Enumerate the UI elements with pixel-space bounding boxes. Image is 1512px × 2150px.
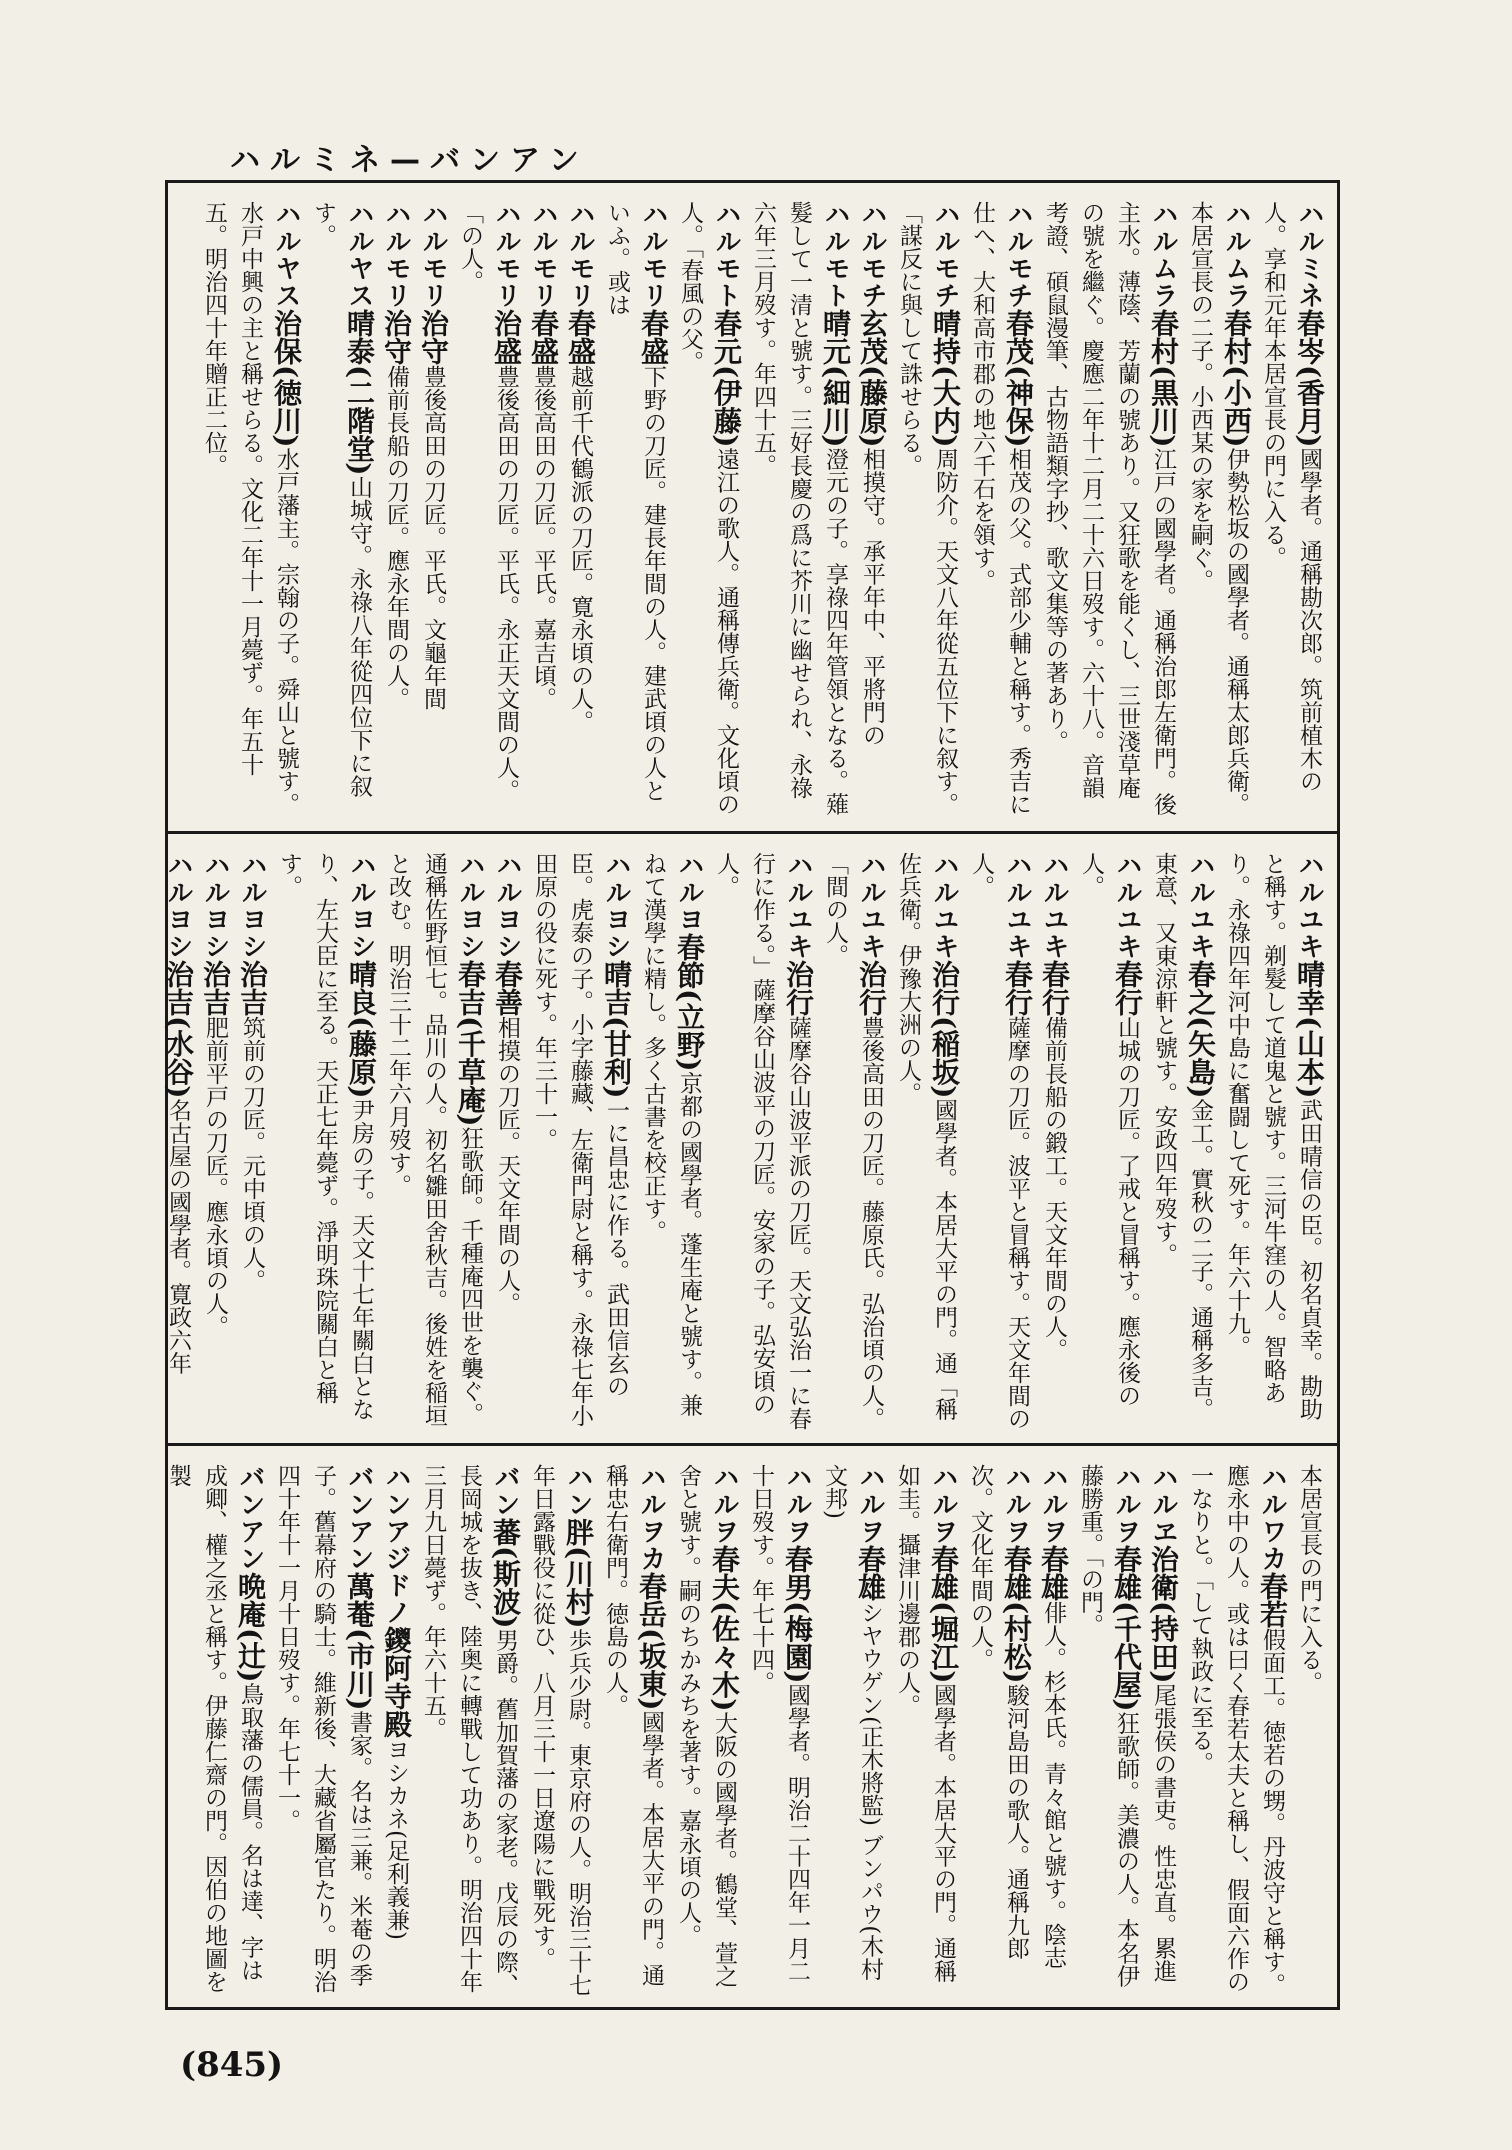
entry-headword: ハルヨシ: [492, 852, 522, 960]
dictionary-entry: [1146, 852, 1218, 1433]
entry-headword: ハルワカ: [1257, 1464, 1287, 1572]
dictionary-entry: [1035, 1464, 1071, 1997]
entry-headword: ハルモリ: [381, 201, 411, 309]
entry-name: 治盛: [490, 309, 523, 365]
entry-description: 豊後高田の刀匠。平氏。嘉吉頃。: [530, 365, 556, 710]
entry-headword: ハルヲ: [1001, 1464, 1031, 1545]
entry-description: 男爵。舊加賀藩の家老。戊辰の際、長岡城を抜き、陸奥に轉戰して功あり。明治四十年三月九日薨ず。年六十五。: [420, 1464, 518, 1997]
dictionary-entry: [269, 1464, 377, 1997]
entry-headword: ハルユキ: [1039, 852, 1069, 960]
entry-description: 本居宣長の門に入る。: [1296, 1464, 1322, 1694]
entry-headword: バンアン: [235, 1464, 265, 1572]
dictionary-entry: [597, 1464, 669, 1997]
entry-description: 山城の刀匠。了戒と冒稱す。應永後の人。: [1078, 852, 1140, 1407]
dictionary-entry: [1145, 1464, 1181, 1997]
entry-block-middle: [162, 831, 1337, 1443]
entry-description: 假面工。徳若の甥。丹波守と稱す。應永中の人。或は曰く春若太夫と稱し、假面六作の一なりと。「して執政に至る。: [1187, 1464, 1285, 1996]
entry-name: 春男(梅園): [781, 1545, 814, 1684]
entry-name: 春盛: [637, 309, 670, 365]
entry-headword: バンアン: [344, 1464, 374, 1572]
entry-description: 伊勢松坂の國學者。通稱太郎兵衛。本居宣長の二子。小西某の家を嗣ぐ。: [1187, 201, 1249, 816]
entry-headword: ハルヲ: [855, 1464, 885, 1545]
dictionary-entry: [670, 1464, 742, 1997]
dictionary-entry: [1182, 1464, 1290, 1997]
dictionary-entry: [234, 852, 270, 1433]
dictionary-entry: [816, 1464, 888, 1997]
entry-headword: ハルユキ: [929, 852, 959, 960]
dictionary-entry: [1182, 201, 1254, 821]
entry-name: 治吉: [199, 960, 232, 1016]
dictionary-entry: [524, 1464, 596, 1997]
entry-description: 駿河島田の歌人。通稱九郎次。文化年間の人。: [967, 1464, 1029, 1960]
entry-headword: ハルヲ: [1038, 1464, 1068, 1545]
entry-description: 金工。實秋の二子。通稱多吉。東意、又東涼軒と號す。安政四年歿す。: [1151, 852, 1213, 1421]
entry-name: 春行: [1038, 960, 1071, 1016]
entry-name: 春岑(香月): [1293, 309, 1326, 448]
entry-name: 春村(小西): [1220, 309, 1253, 448]
entry-headword: ハルモチ: [930, 201, 960, 309]
entry-description: 狂歌師。千種庵四世を襲ぐ。通稱佐野恒七。品川の人。初名雛田舍秋吉。後姓を稲垣と改む。明治三十二年六月歿す。: [385, 852, 483, 1427]
entry-headword: ハルヨシ: [163, 852, 193, 960]
entry-name: 春夫(佐々木): [708, 1545, 741, 1712]
entry-headword: ハルモリ: [491, 201, 521, 309]
entry-name: 春若: [1256, 1572, 1289, 1628]
entry-description: 大阪の國學者。鶴堂、萱之舍と號す。嗣のちかみちを著す。嘉永頃の人。: [675, 1464, 737, 1988]
entry-description: 一に昌忠に作る。武田信玄の臣。虎泰の子。小字藤藏、左衛門尉と稱す。永祿七年小田原の役に死す。年三十一。: [531, 852, 629, 1427]
dictionary-entry: [160, 852, 196, 1433]
dictionary-entry: [962, 1464, 1034, 1997]
entry-name: 治守: [380, 309, 413, 365]
dictionary-entry: [415, 201, 451, 821]
entry-description: 武田晴信の臣。初名貞幸。勘助と稱す。剃髮して道鬼と號す。三河牛窪の人。智略あり。永祿四年河中島に奮闘して死す。年六十九。: [1224, 852, 1322, 1421]
dictionary-entry: [1072, 1464, 1144, 1997]
entry-description: 國學者。明治二十四年一月二十日歿す。年七十四。: [748, 1464, 810, 1983]
entry-description: 豊後高田の刀匠。平氏。永正天文間の人。「の人。: [457, 201, 519, 802]
entry-name: 胖(川村): [562, 1518, 595, 1629]
entry-name: 春村(黒川): [1147, 309, 1180, 448]
entry-description: 水戸藩主。宗翰の子。舜山と號す。水戸中興の主と稱せらる。文化二年十一月薨ず。年五十五。明治四十年贈正二位。: [201, 201, 299, 816]
entry-name: 晴吉(甘利): [600, 960, 633, 1099]
dictionary-entry: [378, 1464, 414, 1997]
dictionary-entry: [271, 852, 379, 1433]
dictionary-entry: [1219, 852, 1327, 1433]
entry-description: 書家。名は三兼。米菴の季子。舊幕府の騎士。維新後、大藏省屬官たり。明治四十年十一月十日歿す。年七十一。: [274, 1464, 372, 1993]
entry-name: 鑁阿寺殿: [380, 1626, 413, 1738]
entry-name: 玄茂(藤原): [856, 309, 889, 448]
entry-headword: ハルモリ: [565, 201, 595, 309]
entry-name: 春茂(神保): [1002, 309, 1035, 448]
entry-headword: ハルモリ: [528, 201, 558, 309]
entry-name: 晴元(細川): [819, 309, 852, 448]
entry-headword: ハルヨシ: [237, 852, 267, 960]
entry-headword: ハルヨ: [674, 852, 704, 933]
entry-headword: ハルユキ: [856, 852, 886, 960]
entry-description: 江戸の國學者。通稱治郎左衛門。後主水。薄蔭、芳蘭の號あり。又狂歌を能くし、三世淺草庵の號を繼ぐ。慶應二年十二月二十六日歿す。六十八。音韻考證、碩鼠漫筆、古物語類字抄、歌文集等の著あり。: [1042, 201, 1176, 816]
entry-description: 下野の刀匠。建長年間の人。建武頃の人といふ。或は: [604, 201, 666, 802]
entry-name: 春吉(千草庵): [454, 960, 487, 1127]
dictionary-entry: [1036, 852, 1072, 1433]
entry-name: 春之(矢島): [1184, 960, 1217, 1099]
entry-headword: ハルユキ: [1294, 852, 1324, 960]
dictionary-entry: [743, 1464, 815, 1997]
dictionary-entry: [891, 201, 963, 821]
dictionary-entry: [380, 852, 488, 1433]
entry-name: 春雄(村松): [1000, 1545, 1033, 1684]
entry-name: 春雄(千代屋): [1110, 1545, 1143, 1712]
entry-description: 歩兵少尉。東京府の人。明治三十七年日露戰役に從ひ、八月三十一日遼陽に戰死す。: [529, 1464, 591, 1997]
entry-headword: ハンアジドノ: [381, 1464, 411, 1626]
entry-headword: ハルヲカ: [636, 1464, 666, 1572]
dictionary-entry: [1291, 1464, 1327, 1997]
dictionary-entry: [1073, 852, 1145, 1433]
entry-name: 治行: [782, 960, 815, 1016]
entry-description: ヨシカネ(足利義兼): [383, 1738, 409, 1940]
entry-headword: バン: [490, 1464, 520, 1518]
entry-name: 晴持(大内): [929, 309, 962, 448]
dictionary-entry: [562, 201, 598, 821]
entry-headword: ハルモリ: [638, 201, 668, 309]
entry-headword: ハルユキ: [783, 852, 813, 960]
dictionary-frame: [162, 180, 1340, 2010]
entry-headword: ハルユキ: [1185, 852, 1215, 960]
entry-name: 治保(徳川): [270, 309, 303, 448]
entry-name: 治行(稲坂): [928, 960, 961, 1099]
entry-name: 春行: [1001, 960, 1034, 1016]
entry-name: 治衛(持田): [1147, 1545, 1180, 1684]
entry-name: 春雄: [854, 1545, 887, 1601]
entry-description: 遠江の歌人。通稱傳兵衛。文化頃の人。「春風の父。: [677, 201, 739, 816]
dictionary-entry: [890, 852, 962, 1433]
entry-headword: ハルヲ: [1111, 1464, 1141, 1545]
entry-description: 名古屋の國學者。寛政六年: [165, 1098, 191, 1375]
entry-headword: ハルヲ: [928, 1464, 958, 1545]
entry-name: 春盛: [527, 309, 560, 365]
dictionary-entry: [378, 201, 414, 821]
entry-headword: ハルヨシ: [346, 852, 376, 960]
dictionary-entry: [415, 1464, 523, 1997]
entry-description: シヤウゲン(正木將監) ブンパウ(木村文邦): [821, 1464, 883, 1981]
entry-description: 相摸守。承平年中、平將門の: [859, 447, 885, 747]
entry-name: 晴幸(山本): [1293, 960, 1326, 1099]
entry-description: 薩摩の刀匠。波平と冒稱す。天文年間の人。: [968, 852, 1030, 1430]
entry-headword: ハルヱ: [1148, 1464, 1178, 1545]
entry-name: 萬菴(市川): [343, 1572, 376, 1711]
entry-description: 備前長船の鍛工。天文年間の人。: [1041, 1016, 1067, 1361]
entry-description: 京都の國學者。蓬生庵と號す。兼ねて漢學に精し。多く古書を校正す。: [640, 852, 702, 1417]
entry-headword: ハルヤス: [271, 201, 301, 309]
entry-description: 薩摩谷山波平派の刀匠。天文弘治一に春行に作る。」薩摩谷山波平の刀匠。安家の子。弘安頃の人。: [713, 852, 811, 1430]
entry-headword: ハルヲ: [782, 1464, 812, 1545]
entry-name: 春雄(堀江): [927, 1545, 960, 1684]
dictionary-entry: [635, 852, 707, 1433]
entry-description: 國學者。本居大平の門。通「稱佐兵衛。伊豫大洲の人。: [895, 852, 957, 1421]
entry-headword: ハン: [563, 1464, 593, 1518]
entry-name: 春行: [1111, 960, 1144, 1016]
entry-headword: ハルヨシ: [601, 852, 631, 960]
entry-description: 豊後高田の刀匠。藤原氏。弘治頃の人。「間の人。: [822, 852, 884, 1430]
entry-description: 相茂の父。式部少輔と稱す。秀吉に仕へ、大和高市郡の地六千石を領す。: [969, 201, 1031, 816]
entry-description: 國學者。通稱勘次郎。筑前植木の人。享和元年本居宣長の門に入る。: [1260, 201, 1322, 793]
entry-name: 春岳(坂東): [635, 1572, 668, 1711]
dictionary-entry: [525, 201, 561, 821]
entry-description: 國學者。本居大平の門。通稱如圭。攝津川邊郡の人。: [894, 1464, 956, 1983]
entry-description: 備前長船の刀匠。應永年間の人。: [383, 365, 409, 710]
dictionary-entry: [963, 852, 1035, 1433]
entry-headword: ハルヤス: [344, 201, 374, 309]
entry-name: 蕃(斯波): [489, 1518, 522, 1629]
entry-name: 晴泰(二階堂): [343, 309, 376, 476]
entry-description: 尹房の子。天文十七年關白となり、左大臣に至る。天正七年薨ず。淨明珠院關白と稱す。: [276, 852, 374, 1421]
entry-description: 周防介。天文八年從五位下に叙す。「謀反に與して誅せらる。: [896, 201, 958, 816]
entry-headword: ハルムラ: [1148, 201, 1178, 309]
entry-name: 治行: [855, 960, 888, 1016]
entry-block-top: [168, 183, 1337, 831]
dictionary-entry: [1255, 201, 1327, 821]
entry-description: 越前千代鶴派の刀匠。寛永頃の人。: [567, 365, 593, 733]
entry-description: 俳人。杉本氏。青々館と號す。陰志: [1040, 1601, 1066, 1969]
entry-name: 治吉: [236, 960, 269, 1016]
entry-description: 豊後高田の刀匠。平氏。文龜年間: [420, 365, 446, 710]
running-head: ハルミネ—バンアン: [230, 143, 589, 178]
dictionary-entry: [672, 201, 744, 821]
dictionary-entry: [526, 852, 634, 1433]
entry-headword: ハルモチ: [857, 201, 887, 309]
dictionary-entry: [708, 852, 816, 1433]
entry-description: 尾張侯の書吏。性忠直。累進: [1150, 1683, 1176, 1983]
dictionary-entry: [305, 201, 377, 821]
entry-headword: ハルユキ: [1112, 852, 1142, 960]
dictionary-entry: [1037, 201, 1181, 821]
entry-name: 春盛: [564, 309, 597, 365]
entry-headword: ハルユキ: [1002, 852, 1032, 960]
entry-headword: ハルヲ: [709, 1464, 739, 1545]
entry-description: 筑前の刀匠。元中頃の人。: [239, 1016, 265, 1292]
entry-name: 春節(立野): [673, 933, 706, 1072]
dictionary-entry: [854, 201, 890, 821]
entry-block-bottom: [165, 1443, 1337, 2007]
page-number: (845): [180, 2045, 284, 2085]
entry-name: 春雄: [1037, 1545, 1070, 1601]
dictionary-entry: [599, 201, 671, 821]
entry-description: 國學者。本居大平の門。通稱忠右衛門。徳島の人。: [602, 1464, 664, 1987]
entry-description: 狂歌師。美濃の人。本名伊藤勝重。「の門。: [1077, 1464, 1139, 1988]
dictionary-entry: [196, 201, 304, 821]
dictionary-entry: [964, 201, 1036, 821]
dictionary-entry: [889, 1464, 961, 1997]
dictionary-entry: [489, 852, 525, 1433]
entry-headword: ハルモチ: [1003, 201, 1033, 309]
entry-description: 肥前平戸の刀匠。應永頃の人。: [202, 1016, 228, 1338]
entry-name: 晴良(藤原): [345, 960, 378, 1099]
dictionary-entry: [160, 1464, 268, 1997]
entry-headword: ハルヨシ: [200, 852, 230, 960]
entry-description: 相摸の刀匠。天文年間の人。: [494, 1016, 520, 1315]
entry-description: 鳥取藩の儒員。名は達、字は成卿、權之丞と稱す。伊藤仁齋の門。因伯の地圖を製: [165, 1464, 263, 1993]
dictionary-entry: [452, 201, 524, 821]
dictionary-entry: [817, 852, 889, 1433]
entry-headword: ハルヨシ: [455, 852, 485, 960]
entry-headword: ハルミネ: [1294, 201, 1324, 309]
entry-headword: ハルムラ: [1221, 201, 1251, 309]
entry-name: 春元(伊藤): [710, 309, 743, 448]
entry-name: 治守: [417, 309, 450, 365]
entry-description: 澄元の子。享祿四年管領となる。薙髮して一清と號す。三好長慶の爲に芥川に幽せられ、永祿六年三月歿す。年四十五。: [750, 201, 848, 816]
dictionary-entry: [197, 852, 233, 1433]
entry-headword: ハルモト: [820, 201, 850, 309]
entry-description: 山城守。永祿八年從四位下に叙す。: [310, 201, 372, 798]
entry-headword: ハルモリ: [418, 201, 448, 309]
entry-headword: ハルモト: [711, 201, 741, 309]
entry-name: 春善: [491, 960, 524, 1016]
entry-name: 治吉(水谷): [162, 960, 195, 1099]
entry-name: 晩庵(辻): [234, 1572, 267, 1683]
dictionary-entry: [745, 201, 853, 821]
